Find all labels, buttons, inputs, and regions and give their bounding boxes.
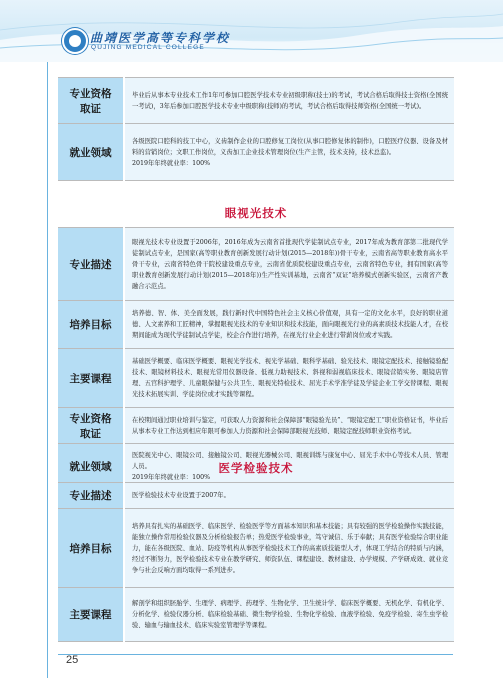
row-text: 培养德、智、体、美全面发展，践行新时代中国特色社会主义核心价值观，具有一定的文化水平，良好的职业道德、人文素养和工匠精神，掌握眼视光技术的专业知识和技术技能，面向眼视光行业的高素质技术技能人才，在校期间能成为现代学徒制试点学徒，校企合作进行培养，在视光行业企业进行带薪岗位或才实践。 (124, 301, 454, 349)
table-row (58, 228, 454, 301)
row-text: 医学检验技术专业设置于2007年。 (124, 483, 454, 509)
row-text: 基础医学概要、临床医学概要、眼视光学技术、视光学基础、眼科学基础、验光技术、眼镜定配技术、接触镜验配技术、眼镜材料技术、眼视光常用仪器设备、低视力助视技术、斜视和弱视临床技术、眼镜营销实务、眼镜店管理、五官科护理学、儿童眼保健与公共卫生、眼视光特检技术、屈光手术学准学徒及学徒企业工学交替课程、眼视光技术拓展实训、学徒岗位或才实践等课程。 (124, 349, 454, 408)
table-row (58, 408, 454, 444)
row-label: 培养目标 (58, 509, 124, 588)
row-label: 专业描述 (58, 228, 124, 301)
row-label: 专业描述 (58, 483, 124, 509)
table-lab (58, 482, 454, 642)
table-row (58, 301, 454, 349)
row-text: 医院视光中心、眼镜公司、接触镜公司、眼视光器械公司、眼视训练与康复中心、屈光手术中心等技术人员、管理人员。 2019年年终就业率：100% (124, 444, 454, 489)
row-text: 在校期间通过职业培训与鉴定，可获取人力资源和社会保障部“眼镜验光员”、“眼镜定配工”职业资格证书，毕业后从事本专业工作达到相应年限可参加人力资源和社会保障部眼视光技师、眼镜定配技师职业资格考试。 (124, 408, 454, 444)
row-text: 眼视光技术专业设置于2006年，2016年成为云南省首批现代学徒制试点专业，2017年成为教育部第二批现代学徒制试点专业，是国家(高等职业教育创新发展行动计划(2015—2018年))骨干专业，云南省高等职业教育高水平骨干专业，云南省特色骨干院校建设重点专业，云南省优质院校建设重点专业，云南省特色专业，拥有国家(高等职业教育创新发展行动计划(2015—2018年))生产性实训基地，云南省“双证”培养模式创新实验区，云南省产教融合示范点。 (124, 228, 454, 301)
table-row (58, 349, 454, 408)
page-number: 25 (66, 654, 79, 666)
table-optometry (58, 227, 454, 489)
footer-rule (58, 654, 453, 655)
section-title-lab: 医学检验技术 (218, 461, 294, 475)
school-logo-icon (62, 28, 88, 54)
table-row (58, 78, 454, 124)
table-row (58, 483, 454, 509)
table-row (58, 588, 454, 642)
row-label: 就业领域 (58, 444, 124, 489)
row-text: 培养具有扎实的基础医学、临床医学、检验医学等方面基本知识和基本技能；具有较强的医学检验操作实践技能，能独立操作常用检验仪器及分析检验报告单；热爱医学检验事业，笃守诚信、乐于奉献；具有医学检验综合职业能力，能在各级医院、血站、防疫等机构从事医学检验技术工作的高素质技能型人才，体现工学结合的特质与内涵，经过不断努力，医学检验技术专业在教学研究、师资队伍、课程建设、教材建设、办学规模、产学研成效、就业竞争与社会反响方面均取得一系列进步。 (124, 509, 454, 588)
row-label: 专业资格 取证 (58, 408, 124, 444)
section-title-optometry: 眼视光技术 (224, 206, 288, 220)
table-dental-continued (58, 77, 454, 181)
row-label: 培养目标 (58, 301, 124, 349)
margin-rule (47, 62, 48, 678)
table-row (58, 509, 454, 588)
school-name-cn: 曲靖医学高等专科学校 (90, 31, 231, 45)
row-label: 主要课程 (58, 588, 124, 642)
school-name-en: QUJING MEDICAL COLLEGE (91, 44, 205, 51)
row-label: 主要课程 (58, 349, 124, 408)
row-label: 专业资格 取证 (58, 78, 124, 124)
row-text: 毕业后从事本专业技术工作1年可参加口腔医学技术专业初级职称(技士)的考试，考试合格后取得技士资格(全国统一考试)，3年后参加口腔医学技术专业中级职称(技师)的考试，考试合格后取得技师资格(全国统一考试)。 (124, 78, 454, 124)
table-row (58, 124, 454, 181)
page-header (0, 0, 503, 62)
row-label: 就业领域 (58, 124, 124, 181)
row-text: 各级医院口腔科的技工中心，义齿制作企业的口腔修复工岗位(从事口腔修复体的制作)，口腔医疗仪器、设备及材料的营销岗位；文职工作岗位，义齿加工企业技术管理岗位(生产主管，技术支持，技术总监)。 2019年年终就业率：100% (124, 124, 454, 181)
row-text: 解剖学和组织胚胎学、生理学、病理学、药理学、生物化学、卫生统计学、临床医学概要、无机化学、有机化学、分析化学、检验仪器分析、临床检验基础、微生物学检验、生物化学检验、血液学检验、免疫学检验、寄生虫学检验、输血与输血技术、临床实验室管理学等课程。 (124, 588, 454, 642)
